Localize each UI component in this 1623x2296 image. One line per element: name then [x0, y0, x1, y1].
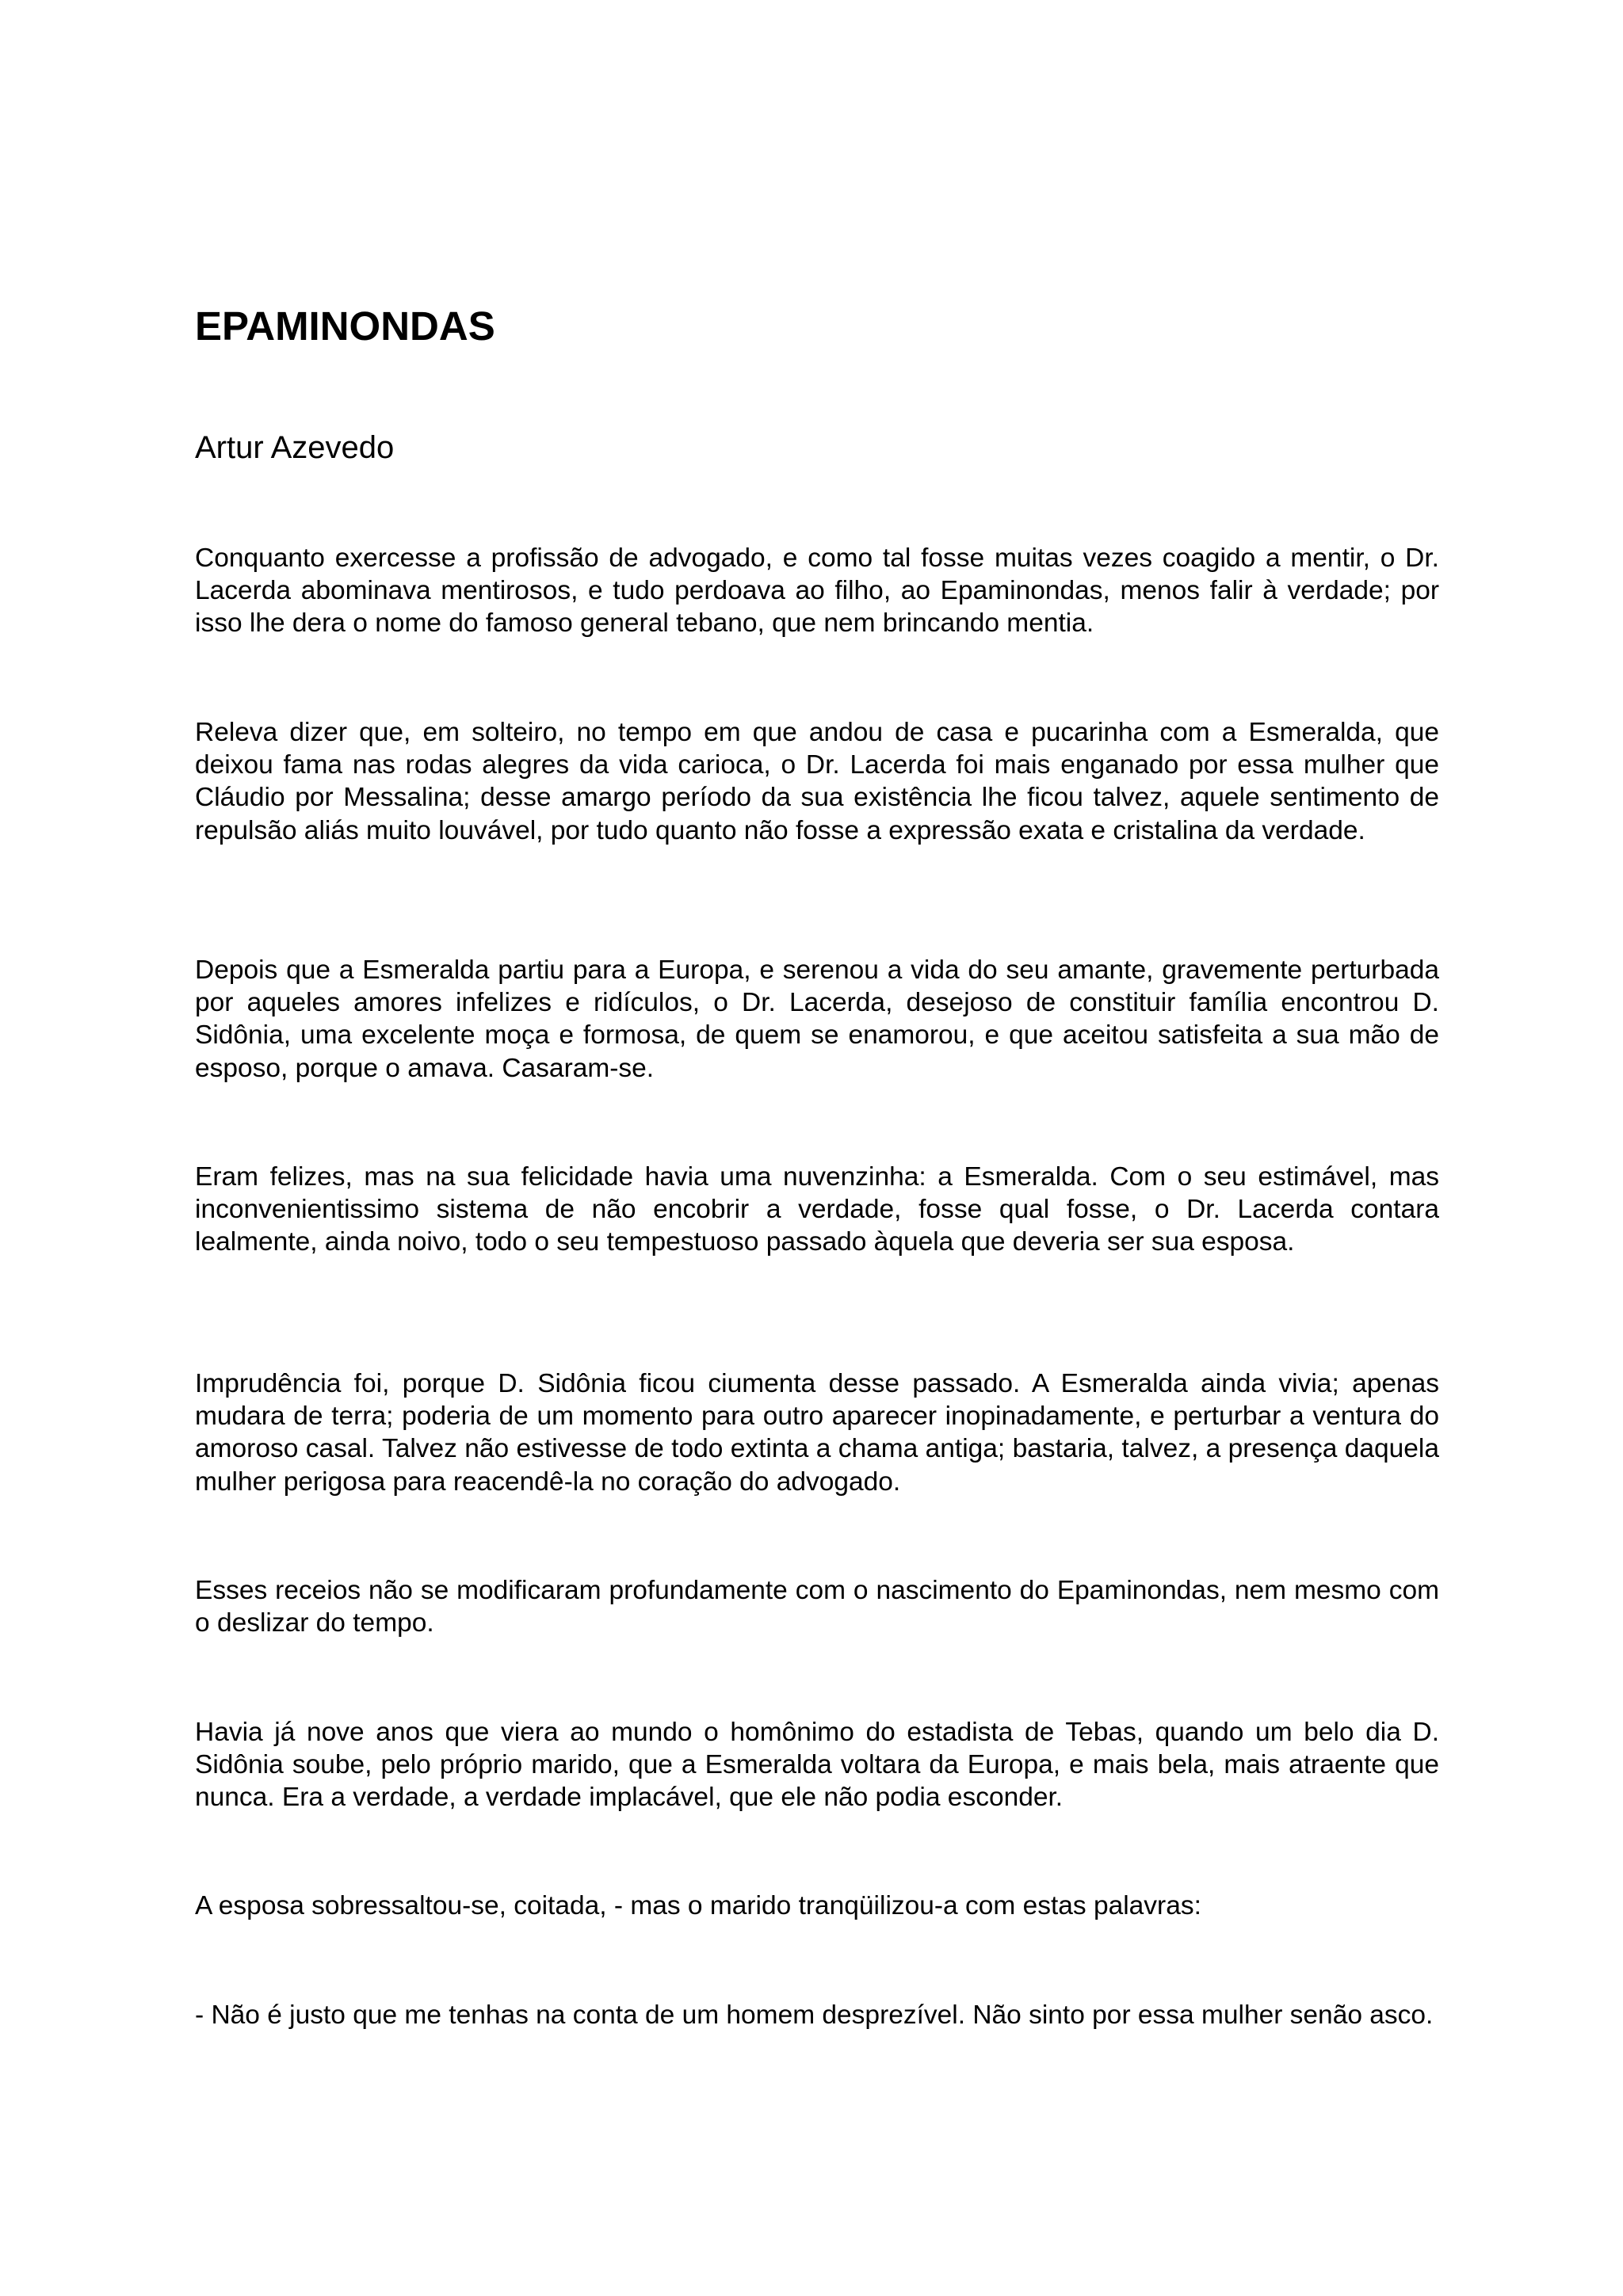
document-author: Artur Azevedo: [195, 430, 395, 465]
paragraph-8: A esposa sobressaltou-se, coitada, - mas o marido tranqüilizou-a com estas palavras:: [195, 1891, 1201, 1920]
paragraph-3: Depois que a Esmeralda partiu para a Europa, e serenou a vida do seu amante, gravemente perturbada por aqueles amores infelizes e ridículos, o Dr. Lacerda, desejoso de constituir família encontrou D. Sidônia, uma excelente moça e formosa, de quem se enamorou, e que aceitou satisfeita a sua mão de esposo, porque o amava. Casaram-se.: [195, 955, 1439, 1083]
paragraph-2: Releva dizer que, em solteiro, no tempo em que andou de casa e pucarinha com a Esmeralda, que deixou fama nas rodas alegres da vida carioca, o Dr. Lacerda foi mais enganado por essa mulher que Cláudio por Messalina; desse amargo período da sua existência lhe ficou talvez, aquele sentimento de repulsão aliás muito louvável, por tudo quanto não fosse a expressão exata e cristalina da verdade.: [195, 718, 1439, 845]
document-title: EPAMINONDAS: [195, 303, 495, 349]
paragraph-7: Havia já nove anos que viera ao mundo o homônimo do estadista de Tebas, quando um belo dia D. Sidônia soube, pelo próprio marido, que a Esmeralda voltara da Europa, e mais bela, mais atraente que nunca. Era a verdade, a verdade implacável, que ele não podia esconder.: [195, 1718, 1439, 1813]
paragraph-4: Eram felizes, mas na sua felicidade havia uma nuvenzinha: a Esmeralda. Com o seu estimável, mas inconvenientissimo sistema de não encobrir a verdade, fosse qual fosse, o Dr. Lacerda contara lealmente, ainda noivo, todo o seu tempestuoso passado àquela que deveria ser sua esposa.: [195, 1162, 1439, 1257]
paragraph-1: Conquanto exercesse a profissão de advogado, e como tal fosse muitas vezes coagido a mentir, o Dr. Lacerda abominava mentirosos, e tudo perdoava ao filho, ao Epaminondas, menos falir à verdade; por isso lhe dera o nome do famoso general tebano, que nem brincando mentia.: [195, 543, 1439, 639]
paragraph-5: Imprudência foi, porque D. Sidônia ficou ciumenta desse passado. A Esmeralda ainda vivia; apenas mudara de terra; poderia de um momento para outro aparecer inopinadamente, e perturbar a ventura do amoroso casal. Talvez não estivesse de todo extinta a chama antiga; bastaria, talvez, a presença daquela mulher perigosa para reacendê-la no coração do advogado.: [195, 1369, 1439, 1497]
paragraph-6: Esses receios não se modificaram profundamente com o nascimento do Epaminondas, nem mesmo com o deslizar do tempo.: [195, 1576, 1439, 1638]
paragraph-9: - Não é justo que me tenhas na conta de um homem desprezível. Não sinto por essa mulher senão asco.: [195, 2000, 1434, 2030]
